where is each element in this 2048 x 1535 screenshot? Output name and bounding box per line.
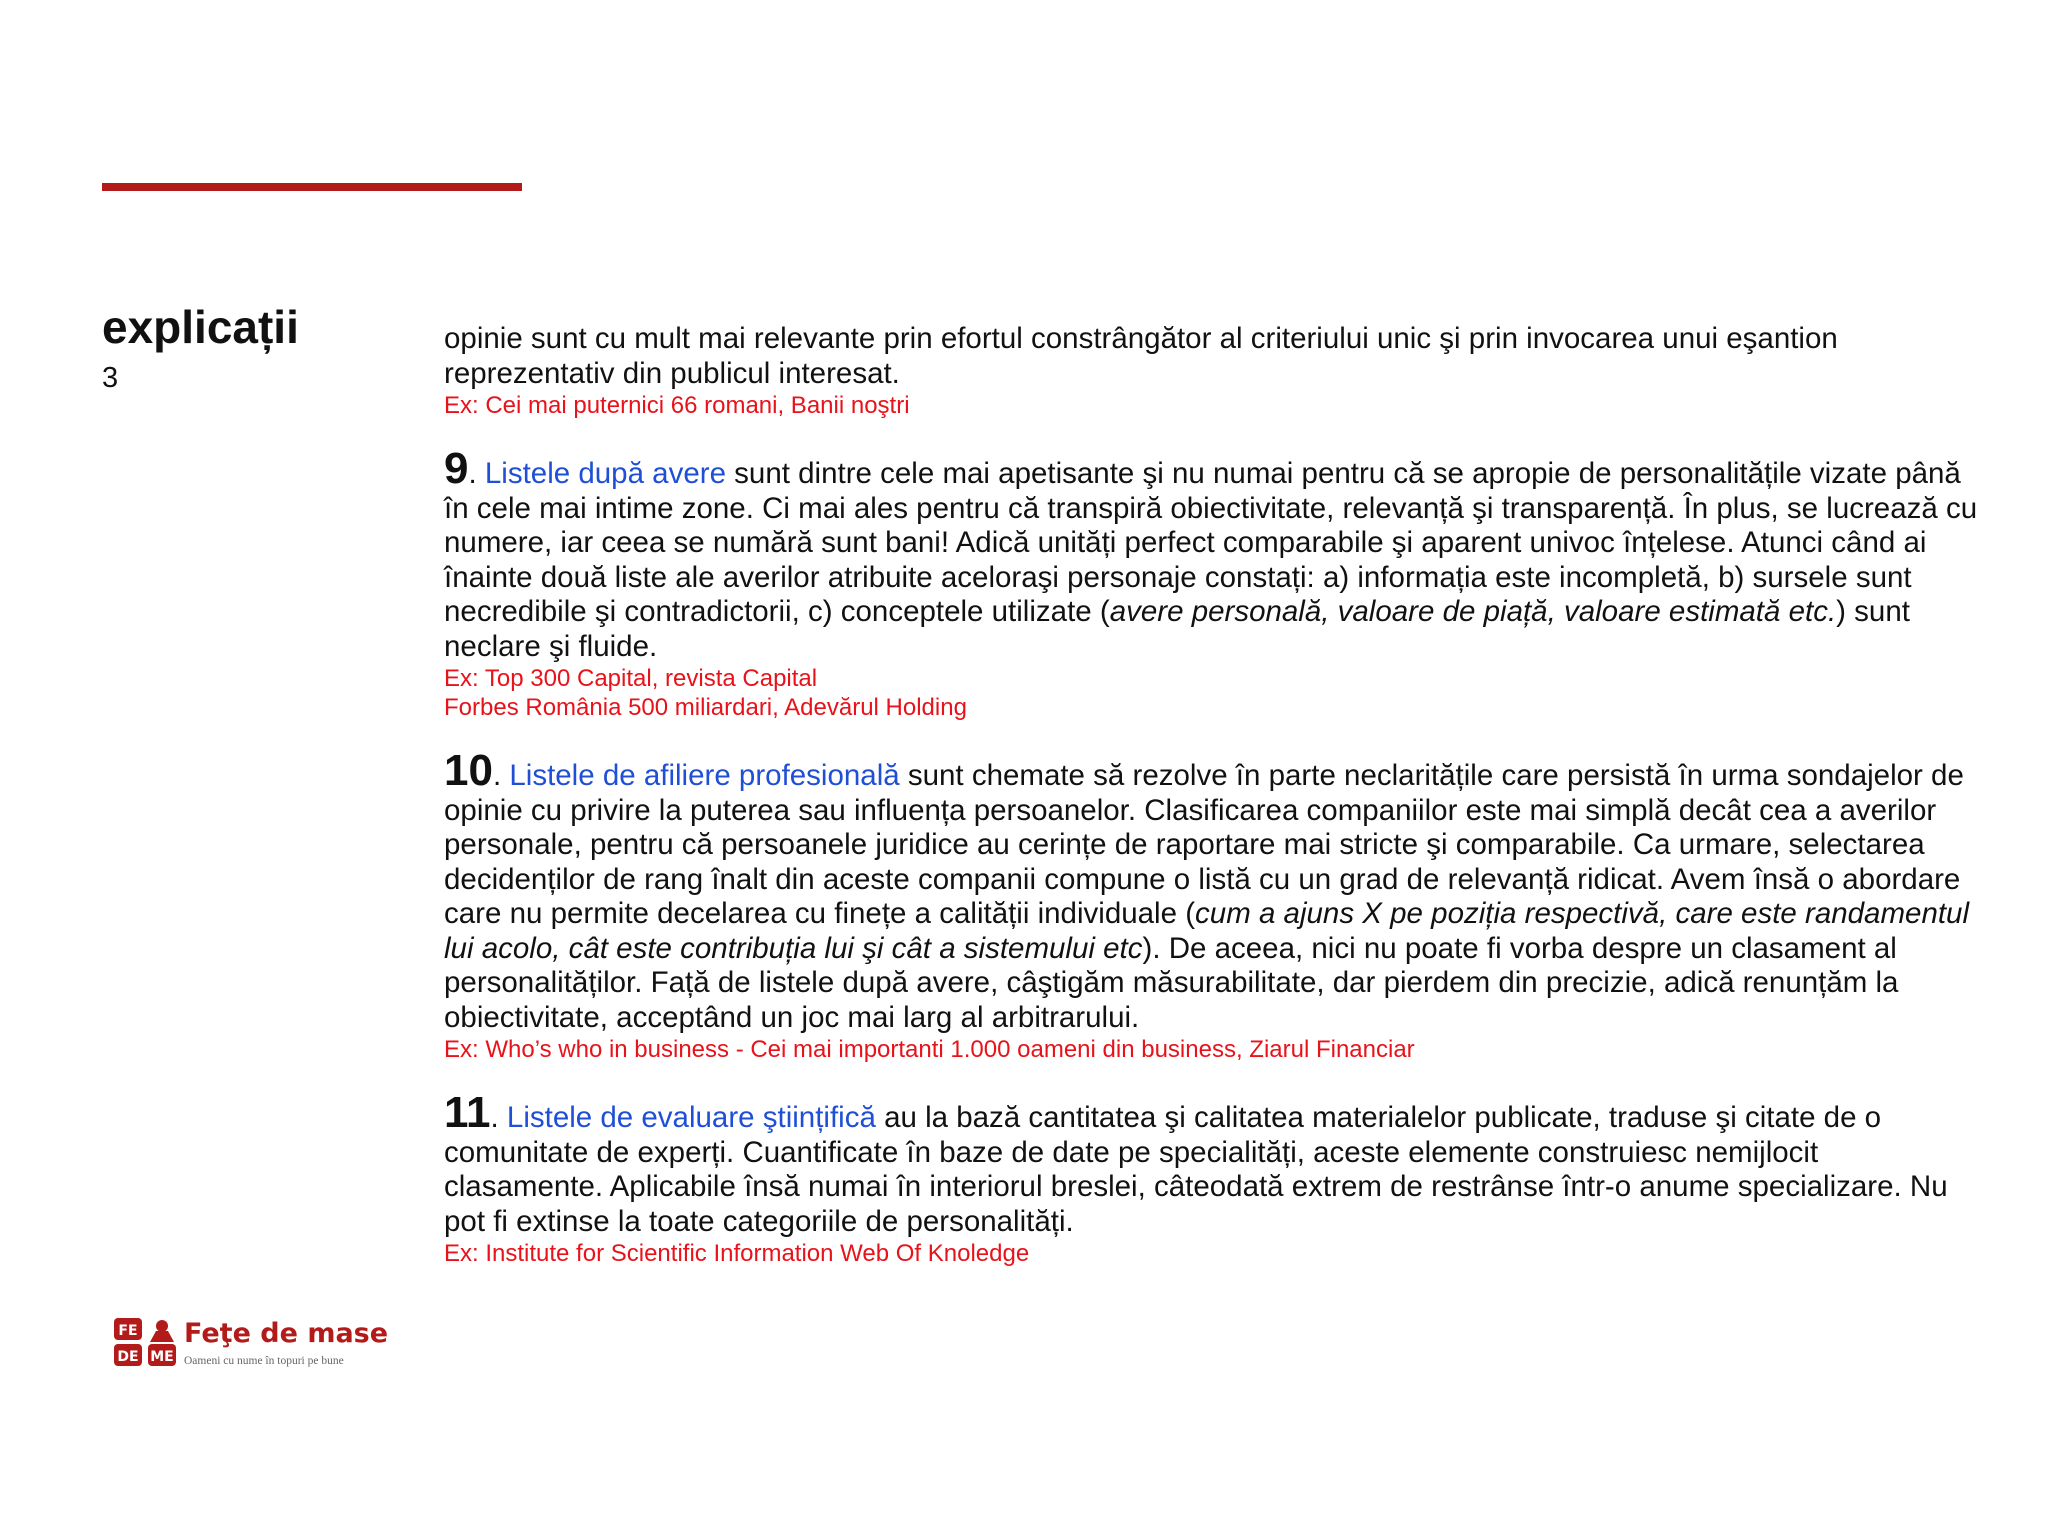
item-10-italic: cum a ajuns X pe poziția respectivă, care este randamentul lui acolo, cât este contribuția lui şi cât a sistemului etc — [444, 897, 1970, 965]
item-10-text-a: sunt chemate să rezolve în parte neclaritățile care persistă în urma sondajelor de opinie cu privire la puterea sau influența persoanelor. Clasificarea companiilor este mai simplă decât cea a averilor personale, pentru că persoanele juridice au cerințe de raportare mai stricte şi comparabile. Ca urmare, selectarea decidenților de rang înalt din aceste companii compune o listă cu un grad de relevanță ridicat. Avem însă o abordare care nu permite decelarea cu finețe a calității individuale ( — [444, 759, 1964, 930]
svg-text:FE: FE — [118, 1323, 138, 1339]
intro-example: Ex: Cei mai puternici 66 romani, Banii noştri — [444, 392, 910, 419]
fete-de-mase-logo — [114, 1318, 389, 1374]
item-9-highlight: Listele după avere — [484, 457, 726, 490]
logo-badge-icon — [114, 1318, 180, 1370]
item-10-number-suffix: . — [492, 759, 502, 792]
page-number: 3 — [102, 362, 119, 394]
logo-tagline: Oameni cu nume în topuri pe bune — [184, 1355, 344, 1367]
title-rule — [102, 183, 522, 191]
item-11-number: 11 — [444, 1088, 491, 1137]
item-9-number: 9 — [444, 444, 469, 493]
item-10-paragraph — [444, 746, 1984, 1035]
logo-title: Feţe de mase — [184, 1318, 389, 1349]
item-11 — [444, 1088, 1984, 1268]
item-9-example-1: Ex: Top 300 Capital, revista Capital — [444, 665, 818, 692]
intro-section — [444, 322, 1984, 420]
item-11-example: Ex: Institute for Scientific Information Web Of Knoledge — [444, 1240, 1030, 1267]
item-9-text-b: ) sunt neclare şi fluide. — [444, 595, 1910, 663]
item-10-highlight: Listele de afiliere profesională — [509, 759, 900, 792]
svg-text:DE: DE — [117, 1349, 139, 1365]
item-10-example: Ex: Who’s who in business - Cei mai importanti 1.000 oameni din business, Ziarul Financiar — [444, 1036, 1415, 1063]
item-11-text-a: au la bază cantitatea şi calitatea materialelor publicate, traduse şi citate de o comunitate de experți. Cuantificate în baze de date pe specialități, aceste elemente construiesc nemijlocit clasamente. Aplicabile însă numai în interiorul breslei, câteodată extrem de restrânse într-o anume specializare. Nu pot fi extinse la toate categoriile de personalități. — [444, 1101, 1948, 1238]
item-10-number: 10 — [444, 746, 493, 795]
item-9-example-2: Forbes România 500 miliardari, Adevărul Holding — [444, 694, 967, 721]
svg-text:ME: ME — [150, 1349, 174, 1365]
item-9-number-suffix: . — [468, 457, 477, 490]
item-9-paragraph — [444, 444, 1984, 664]
page-heading: explicații — [102, 301, 299, 353]
intro-text: opinie sunt cu mult mai relevante prin efortul constrângător al criteriului unic şi prin invocarea unui eşantion reprezentativ din publicul interesat. — [444, 322, 1838, 390]
item-11-highlight: Listele de evaluare ştiințifică — [506, 1101, 876, 1134]
main-content — [444, 322, 1984, 1268]
item-9 — [444, 444, 1984, 722]
item-9-italic: avere personală, valoare de piață, valoare estimată etc. — [1109, 595, 1837, 628]
item-10 — [444, 746, 1984, 1064]
item-11-paragraph — [444, 1088, 1984, 1239]
item-9-text-a: sunt dintre cele mai apetisante şi nu numai pentru că se apropie de personalitățile vizate până în cele mai intime zone. Ci mai ales pentru că transpiră obiectivitate, relevanță şi transparență. În plus, se lucrează cu numere, iar ceea se numără sunt bani! Adică unități perfect comparabile şi aparent univoc înțelese. Atunci când ai înainte două liste ale averilor atribuite aceloraşi personaje constați: a) informația este incompletă, b) sursele sunt necredibile şi contradictorii, c) conceptele utilizate ( — [444, 457, 1978, 628]
item-10-text-b: ). De aceea, nici nu poate fi vorba despre un clasament al personalităților. Față de listele după avere, câştigăm măsurabilitate, dar pierdem din precizie, adică renunțăm la obiectivitate, acceptând un joc mai larg al arbitrarului. — [444, 931, 1899, 1034]
item-11-number-suffix: . — [490, 1101, 499, 1134]
